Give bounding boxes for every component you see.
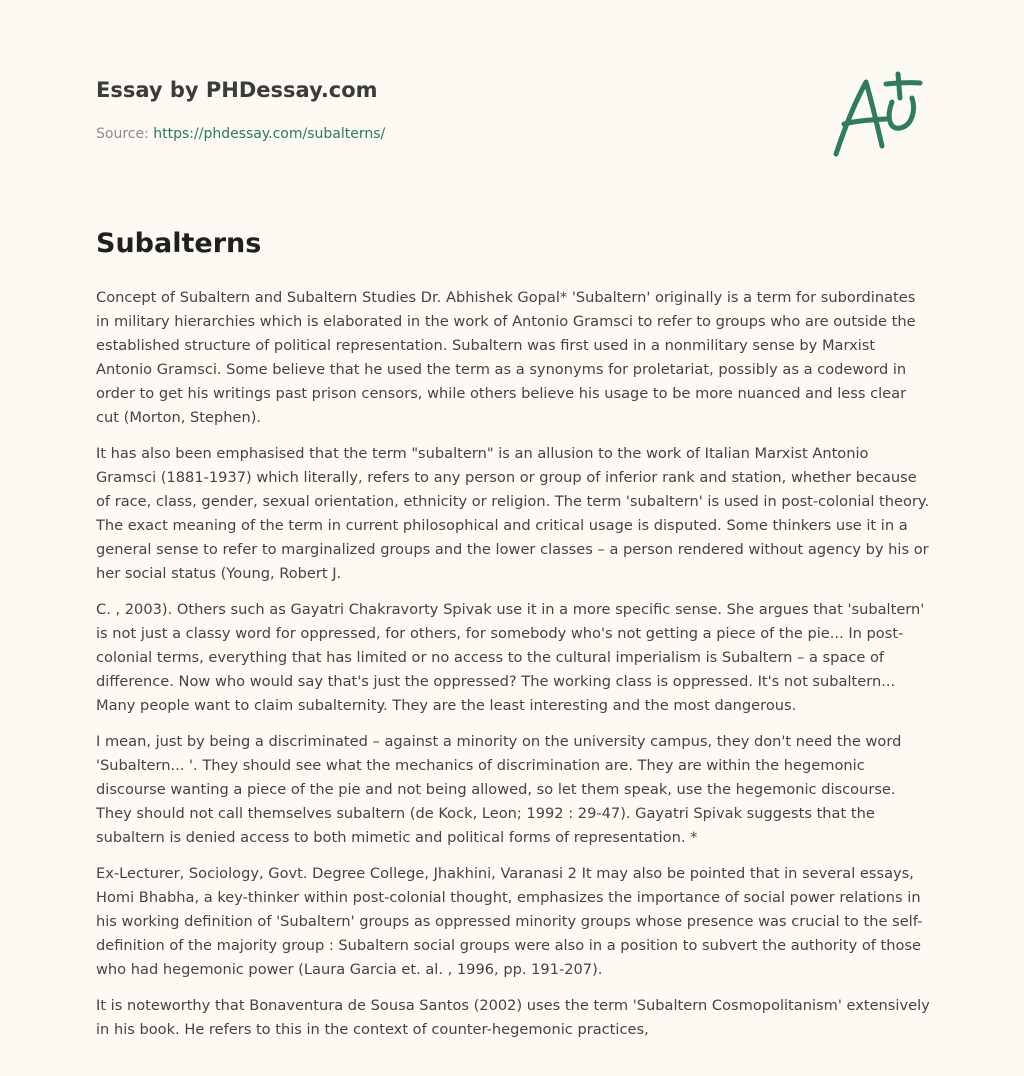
essay-paragraph: Concept of Subaltern and Subaltern Studies Dr. Abhishek Gopal* 'Subaltern' originally is a term for subordinates in military hierarchies which is elaborated in the work of Antonio Gramsci to refer to groups who are outside the established structure of political representation. Subaltern was first used in a nonmilitary sense by Marxist Antonio Gramsci. Some believe that he used the term as a synonyms for proletariat, possibly as a codeword in order to get his writings past prison censors, while others believe his usage to be more nuanced and less clear cut (Morton, Stephen). <box>96 289 916 426</box>
source-link[interactable]: https://phdessay.com/subalterns/ <box>153 126 386 142</box>
essay-title: Subalterns <box>96 228 262 259</box>
source-label: Source: <box>96 126 154 142</box>
site-brand: Essay by PHDessay.com <box>96 78 378 102</box>
source-line <box>96 124 385 144</box>
essay-body <box>96 286 932 1054</box>
essay-paragraph: I mean, just by being a discriminated – against a minority on the university campus, they don't need the word 'Subaltern... '. They should see what the mechanics of discrimination are. They are within the hegemonic discourse wanting a piece of the pie and not being allowed, so let them speak, use the hegemonic discourse. They should not call themselves subaltern (de Kock, Leon; 1992 : 29-47). Gayatri Spivak suggests that the subaltern is denied access to both mimetic and political forms of representation. * <box>96 733 902 846</box>
essay-paragraph: It is noteworthy that Bonaventura de Sousa Santos (2002) uses the term 'Subaltern Cosmopolitanism' extensively in his book. He refers to this in the context of counter-hegemonic practices, <box>96 997 930 1038</box>
a-plus-grade-icon <box>826 68 926 164</box>
page-header <box>96 72 928 182</box>
essay-paragraph: C. , 2003). Others such as Gayatri Chakravorty Spivak use it in a more specific sense. She argues that 'subaltern' is not just a classy word for oppressed, for others, for somebody who's not getting a piece of the pie... In post-colonial terms, everything that has limited or no access to the cultural imperialism is Subaltern – a space of difference. Now who would say that's just the oppressed? The working class is oppressed. It's not subaltern... Many people want to claim subalternity. They are the least interesting and the most dangerous. <box>96 601 925 714</box>
essay-paragraph: Ex-Lecturer, Sociology, Govt. Degree College, Jhakhini, Varanasi 2 It may also be pointed that in several essays, Homi Bhabha, a key-thinker within post-colonial thought, emphasizes the importance of social power relations in his working definition of 'Subaltern' groups as oppressed minority groups whose presence was crucial to the self-definition of the majority group : Subaltern social groups were also in a position to subvert the authority of those who had hegemonic power (Laura Garcia et. al. , 1996, pp. 191-207). <box>96 865 923 978</box>
essay-paragraph: It has also been emphasised that the term "subaltern" is an allusion to the work of Italian Marxist Antonio Gramsci (1881-1937) which literally, refers to any person or group of inferior rank and station, whether because of race, class, gender, sexual orientation, ethnicity or religion. The term 'subaltern' is used in post-colonial theory. The exact meaning of the term in current philosophical and critical usage is disputed. Some thinkers use it in a general sense to refer to marginalized groups and the lower classes – a person rendered without agency by his or her social status (Young, Robert J. <box>96 445 930 582</box>
